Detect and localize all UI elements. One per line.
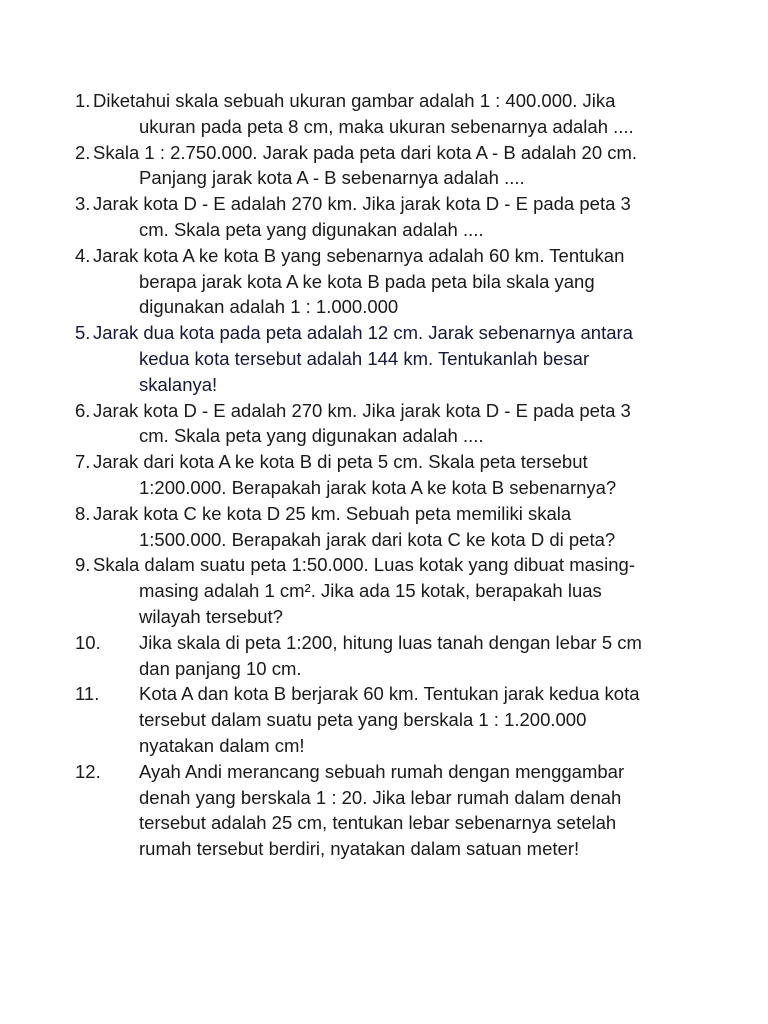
- question-text-line: wilayah tersebut?: [139, 605, 283, 627]
- question-number: 12.: [75, 760, 101, 782]
- question-text-line: Skala 1 : 2.750.000. Jarak pada peta dari kota A - B adalah 20 cm.: [93, 141, 638, 163]
- question-item: [75, 140, 715, 192]
- question-text-line: 1:200.000. Berapakah jarak kota A ke kota B sebenarnya?: [139, 476, 617, 498]
- question-text-line: tersebut dalam suatu peta yang berskala 1 : 1.200.000: [139, 709, 587, 731]
- question-text-line: Ayah Andi merancang sebuah rumah dengan menggambar: [139, 760, 625, 782]
- question-item: [75, 88, 715, 140]
- question-number: 9.: [75, 554, 91, 576]
- question-text-line: Skala dalam suatu peta 1:50.000. Luas kotak yang dibuat masing-: [93, 554, 635, 576]
- question-text-line: berapa jarak kota A ke kota B pada peta bila skala yang: [139, 270, 595, 292]
- question-text-line: nyatakan dalam cm!: [139, 734, 305, 756]
- question-text-line: Jarak kota D - E adalah 270 km. Jika jarak kota D - E pada peta 3: [93, 399, 631, 421]
- question-item: [75, 191, 715, 243]
- question-number: 8.: [75, 502, 91, 524]
- question-text-line: digunakan adalah 1 : 1.000.000: [139, 296, 399, 318]
- question-text-line: cm. Skala peta yang digunakan adalah ....: [139, 425, 484, 447]
- question-item: [75, 681, 715, 758]
- question-item: [75, 449, 715, 501]
- question-text-line: Panjang jarak kota A - B sebenarnya adalah ....: [139, 167, 525, 189]
- question-item: [75, 501, 715, 553]
- question-text-line: 1:500.000. Berapakah jarak dari kota C ke kota D di peta?: [139, 528, 616, 550]
- question-text-line: Diketahui skala sebuah ukuran gambar adalah 1 : 400.000. Jika: [93, 90, 616, 111]
- question-number: 1.: [75, 90, 91, 111]
- question-item: [75, 759, 715, 862]
- question-number: 2.: [75, 141, 91, 163]
- question-text-line: rumah tersebut berdiri, nyatakan dalam satuan meter!: [139, 838, 580, 860]
- question-item: [75, 630, 715, 682]
- question-item: [75, 243, 715, 320]
- question-text-line: cm. Skala peta yang digunakan adalah ....: [139, 218, 484, 240]
- question-item: [75, 320, 715, 397]
- question-number: 5.: [75, 322, 91, 344]
- question-text-line: kedua kota tersebut adalah 144 km. Tentukanlah besar: [139, 347, 590, 369]
- question-text-line: Jika skala di peta 1:200, hitung luas tanah dengan lebar 5 cm: [139, 631, 642, 653]
- question-text-line: Jarak dua kota pada peta adalah 12 cm. Jarak sebenarnya antara: [93, 322, 633, 344]
- question-text-line: tersebut adalah 25 cm, tentukan lebar sebenarnya setelah: [139, 812, 617, 834]
- question-number: 6.: [75, 399, 91, 421]
- question-text-line: skalanya!: [139, 373, 218, 395]
- question-text-line: masing adalah 1 cm². Jika ada 15 kotak, berapakah luas: [139, 580, 602, 602]
- question-text-line: Jarak dari kota A ke kota B di peta 5 cm. Skala peta tersebut: [93, 451, 588, 473]
- question-text-line: ukuran pada peta 8 cm, maka ukuran sebenarnya adalah ....: [139, 115, 634, 137]
- question-number: 4.: [75, 244, 91, 266]
- question-item: [75, 398, 715, 450]
- question-text-line: Kota A dan kota B berjarak 60 km. Tentukan jarak kedua kota: [139, 683, 640, 705]
- question-text-line: Jarak kota A ke kota B yang sebenarnya adalah 60 km. Tentukan: [93, 244, 625, 266]
- question-number: 3.: [75, 193, 91, 215]
- question-text-line: Jarak kota D - E adalah 270 km. Jika jarak kota D - E pada peta 3: [93, 193, 631, 215]
- question-text-line: denah yang berskala 1 : 20. Jika lebar rumah dalam denah: [139, 786, 622, 808]
- question-number: 10.: [75, 631, 101, 653]
- question-list: [75, 88, 715, 862]
- question-number: 11.: [75, 683, 100, 705]
- question-number: 7.: [75, 451, 91, 473]
- question-text-line: dan panjang 10 cm.: [139, 657, 302, 679]
- question-item: [75, 552, 715, 629]
- question-text-line: Jarak kota C ke kota D 25 km. Sebuah peta memiliki skala: [93, 502, 572, 524]
